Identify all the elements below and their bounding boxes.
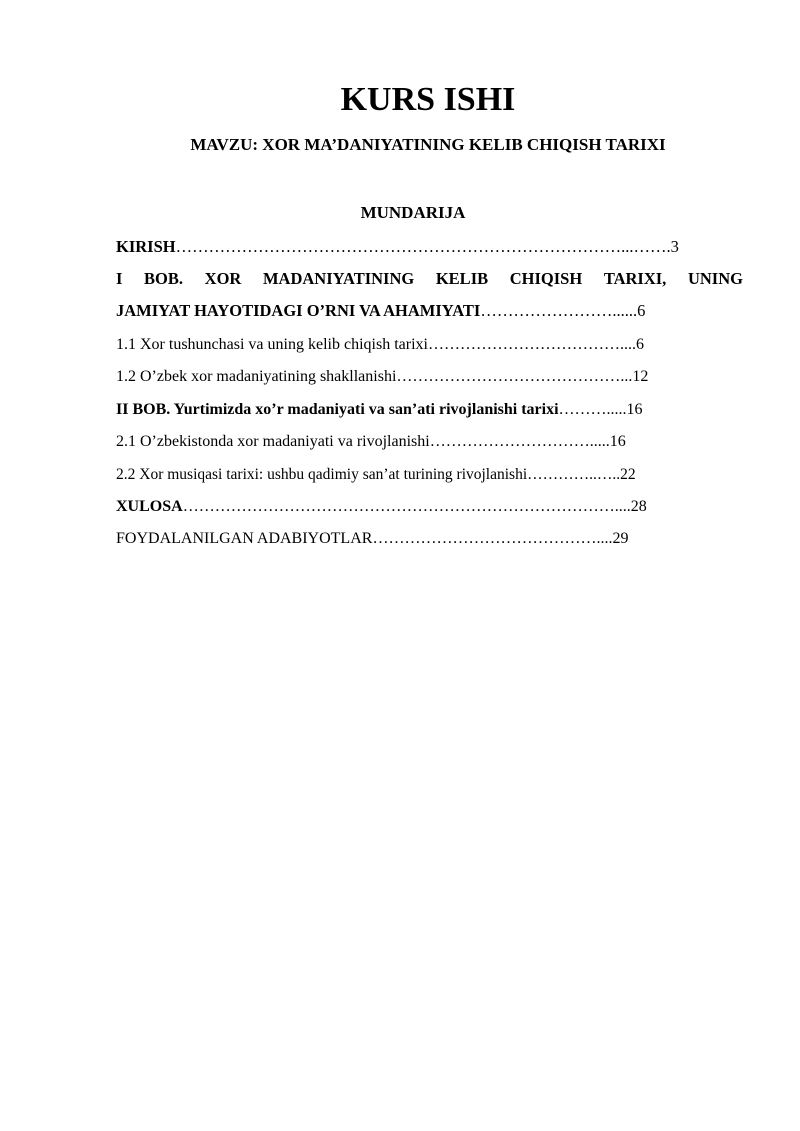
toc-entry-xulosa	[116, 496, 647, 518]
toc-page-number: 22	[620, 466, 636, 483]
document-title: KURS ISHI	[340, 81, 516, 118]
toc-page-number: 12	[632, 368, 649, 385]
toc-leader: ………………………………………………………………………...…….	[175, 237, 671, 256]
toc-leader: ………………………………....	[427, 336, 636, 353]
toc-leader: ………………………………………………………………………....	[182, 498, 631, 515]
toc-entry-kirish	[116, 236, 679, 258]
toc-entry-label: 2.1 O’zbekistonda xor madaniyati va rivojlanishi	[116, 433, 430, 450]
toc-page-number: 6	[635, 336, 644, 353]
toc-leader: ……….....	[558, 401, 627, 418]
toc-entry-label: FOYDALANILGAN ADABIYOTLAR	[116, 530, 373, 547]
toc-entry-label: JAMIYAT HAYOTIDAGI O’RNI VA AHAMIYATI	[116, 301, 481, 320]
toc-entry-2-2	[116, 464, 636, 486]
toc-word: CHIQISH	[509, 269, 583, 288]
toc-entry-adabiyotlar	[116, 528, 628, 550]
toc-entry-bob1-line1	[116, 268, 743, 290]
toc-leader: ………………………….....	[429, 433, 610, 450]
toc-leader: ……………………………………....	[372, 530, 613, 547]
toc-word: KELIB	[435, 269, 489, 288]
toc-entry-1-2	[116, 366, 648, 388]
toc-leader: ……………………......	[480, 301, 638, 320]
toc-entry-bob2	[116, 399, 643, 421]
toc-word: I	[116, 269, 123, 288]
toc-word: MADANIYATINING	[262, 269, 415, 288]
toc-word: TARIXI,	[603, 269, 667, 288]
toc-word: XOR	[204, 269, 242, 288]
toc-page-number: 6	[637, 301, 646, 320]
toc-word: BOB.	[144, 269, 184, 288]
toc-page-number: 28	[630, 498, 647, 515]
document-subtitle: MAVZU: XOR MA’DANIYATINING KELIB CHIQISH TARIXI	[190, 135, 666, 154]
toc-entry-bob1-line2	[116, 300, 645, 322]
toc-entry-label: 2.2 Xor musiqasi tarixi: ushbu qadimiy san’at turining rivojlanishi	[116, 466, 528, 483]
toc-word: UNING	[687, 269, 743, 288]
toc-entry-label: II BOB. Yurtimizda xo’r madaniyati va san’ati rivojlanishi tarixi	[116, 401, 559, 418]
toc-entry-1-1	[116, 334, 644, 356]
toc-leader: …………..…..	[527, 466, 621, 483]
toc-entry-label: 1.1 Xor tushunchasi va uning kelib chiqish tarixi	[116, 336, 428, 353]
toc-heading: MUNDARIJA	[360, 203, 466, 222]
toc-page-number: 16	[609, 433, 626, 450]
toc-entry-label: KIRISH	[116, 237, 176, 256]
toc-entry-label: XULOSA	[116, 498, 183, 515]
toc-page-number: 16	[626, 401, 643, 418]
toc-page-number: 29	[612, 530, 629, 547]
toc-leader: ……………………………………...	[396, 368, 633, 385]
toc-entry-2-1	[116, 431, 626, 453]
toc-entry-label: 1.2 O’zbek xor madaniyatining shakllanishi	[116, 368, 397, 385]
toc-page-number: 3	[670, 237, 679, 256]
